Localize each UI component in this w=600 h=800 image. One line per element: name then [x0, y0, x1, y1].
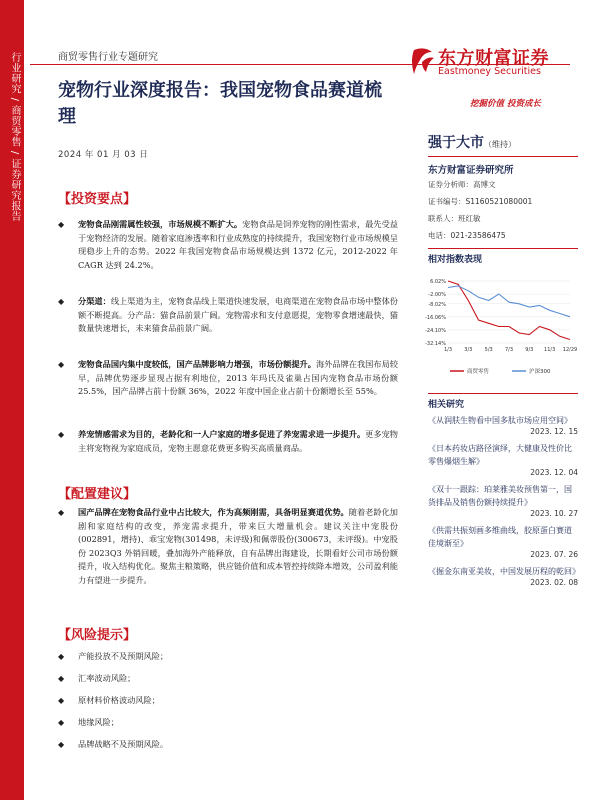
x-tick-label: 7/3 — [504, 347, 514, 353]
page-title: 宠物行业深度报告：我国宠物食品赛道梳理 — [58, 80, 382, 127]
section-invest-title: 【投资要点】 — [58, 192, 140, 207]
legend-label: 商贸零售 — [467, 369, 490, 375]
sidebar — [0, 0, 24, 800]
index-title: 相对指数表现 — [428, 255, 483, 265]
risk-item: ◆ 汇率波动风险； — [58, 672, 398, 694]
y-tick-label: -8.02% — [428, 301, 446, 308]
divider — [428, 248, 578, 249]
invest-point-1-bold: 宠物食品刚需属性较强，市场规模不断扩大。 — [78, 219, 243, 229]
bullet-icon: ◆ — [58, 220, 65, 229]
x-tick-label: 12/29 — [562, 347, 578, 353]
bullet-icon: ◆ — [58, 430, 65, 439]
section-invest — [58, 188, 398, 207]
research-item-title[interactable]: 《从润肤生物看中国多肽市场应用空间》 — [428, 416, 572, 425]
y-tick-label: 6.02% — [430, 279, 446, 285]
section-config — [58, 483, 398, 502]
risk-item: ◆ 原材料价格波动风险； — [58, 694, 398, 716]
x-tick-label: 11/3 — [544, 347, 556, 353]
invest-point-4-bold: 养宠情感需求为目的，老龄化和一人户家庭的增多促进了养宠需求进一步提升。 — [78, 429, 366, 439]
bullet-icon: ◆ — [58, 508, 65, 517]
doc-type: 商贸零售行业专题研究 — [58, 52, 158, 63]
sidebar-text: 行业研究 / 商贸零售 / 证券研究报告 — [9, 52, 20, 222]
risk-item: ◆ 地缘风险； — [58, 716, 398, 738]
bullet-icon: ◆ — [58, 740, 65, 749]
invest-point-4 — [58, 428, 398, 455]
section-risk-title: 【风险提示】 — [58, 628, 140, 643]
config-body: 随着老龄化加剧和家庭结构的改变，养宠需求提升，带来巨大增量机会。建议关注中宠股份(002891，增持)、乖宝宠物(301498，未评级)和佩蒂股份(300673，未评级)。中宠股份 2023Q3 外销回暖，叠加海外产能释放，自有品牌出海建设，长期看好公司市场份额提升，收入结构优化。聚焦主粮策略，供应链价值和成本管控持续降本增效，公司盈利能力有望进一步提升。 — [78, 507, 398, 585]
research-item-date: 2023. 02. 08 — [530, 578, 578, 587]
institute: 东方财富证券研究所 — [428, 165, 514, 176]
config-bold: 国产品牌在宠物食品行业中占比较大，作为高频刚需，具备明显赛道优势。 — [78, 507, 349, 517]
series-line-hs300 — [448, 286, 570, 317]
research-item-title[interactable]: 《双十一跟踪：珀莱雅美妆预售第一，国货排品及销售份额持续提升》 — [428, 485, 572, 507]
analyst-row: 证券分析师：高博文 — [428, 180, 496, 189]
invest-point-3 — [58, 358, 398, 399]
section-config-title: 【配置建议】 — [58, 487, 140, 502]
invest-point-2-text: 线上渠道为主，宠物食品线上渠道快速发展，电商渠道在宠物食品市场中整体份额不断提高。分产品：猫食品前景广阔。宠物需求和支付意愿提，宠物零食增速最快，猫数量快速增长，未来猫食品前景广阔。 — [78, 296, 398, 333]
logo-icon — [410, 46, 436, 76]
rating-note: （维持） — [484, 140, 516, 149]
y-tick-label: -32.14% — [425, 341, 446, 347]
risk-item: ◆ 品牌战略不及预期风险。 — [58, 738, 398, 760]
x-tick-label: 5/3 — [484, 347, 493, 353]
slogan: 挖掘价值 投资成长 — [470, 99, 541, 109]
logo-en: Eastmoney Securities — [438, 66, 541, 77]
invest-point-3-text: 海外品牌在我国布局较早，品牌优势逐步显现占据有利地位，2013 年玛氏及雀巢占国内宠物食品市场份额 25.5%，国产品牌占前十份额 36%，2022 年度中国企业占前十份额增长至 55%。 — [78, 359, 398, 396]
y-tick-label: -2.00% — [428, 292, 446, 299]
risk-item: ◆ 产能投放不及预期风险； — [58, 650, 398, 672]
invest-point-2-bold: 分渠道： — [78, 296, 111, 306]
x-tick-label: 1/3 — [443, 347, 453, 353]
divider — [428, 393, 578, 394]
contact-row: 联系人：班红敏 — [428, 214, 481, 223]
invest-point-4-text: 更多宠物主将宠物视为家庭成员，宠物主愿意花费更多购买高质量商品。 — [78, 429, 398, 453]
bullet-icon: ◆ — [58, 360, 65, 369]
research-item-date: 2023. 07. 26 — [530, 550, 578, 559]
bullet-icon: ◆ — [58, 297, 65, 306]
invest-point-3-bold: 宠物食品国内集中度较低，国产品牌影响力增强，市场份额提升。 — [78, 359, 316, 369]
bullet-icon: ◆ — [58, 652, 65, 661]
report-date: 2024 年 01 月 03 日 — [58, 150, 149, 160]
research-item-date: 2023. 12. 04 — [530, 468, 578, 477]
cert-row: 证书编号：S1160521080001 — [428, 197, 533, 206]
rating-value: 强于大市 — [428, 135, 484, 151]
research-list — [428, 414, 578, 593]
invest-point-1 — [58, 218, 398, 272]
research-item-title[interactable]: 《掘金东南亚美妆，中国发展历程的乾回》 — [428, 567, 580, 576]
bullet-icon: ◆ — [58, 696, 65, 705]
research-title: 相关研究 — [428, 400, 465, 410]
y-tick-label: -24.10% — [425, 327, 446, 334]
config-text — [58, 506, 398, 587]
bullet-icon: ◆ — [58, 718, 65, 727]
bullet-icon: ◆ — [58, 674, 65, 683]
rating — [428, 132, 578, 152]
research-item-title[interactable]: 《日本药妆店路径演绎，大健康及性价比零售爆烟生解》 — [428, 444, 572, 466]
x-tick-label: 9/3 — [525, 347, 534, 353]
legend-label: 沪深300 — [529, 369, 551, 375]
analyst-info — [428, 176, 578, 244]
risk-list — [58, 650, 398, 760]
logo — [410, 44, 570, 84]
relative-index-chart — [420, 275, 578, 387]
research-item-title[interactable]: 《供需共振刻画多维曲线，胶原蛋白赛道佳境渐至》 — [428, 526, 572, 548]
invest-point-2 — [58, 295, 398, 336]
y-tick-label: -16.06% — [425, 314, 446, 321]
research-item-date: 2023. 10. 27 — [530, 509, 578, 518]
x-tick-label: 3/3 — [464, 347, 473, 353]
divider — [428, 156, 578, 157]
section-risk — [58, 624, 398, 643]
phone-row: 电话：021-23586475 — [428, 231, 506, 240]
invest-point-1-text: 宠物食品是饲养宠物的刚性需求，最先受益于宠物经济的发展。随着家庭渗透率和行业成熟度的持续提升，我国宠物行业市场规模呈现稳步上升的态势。2022 年我国宠物食品市场规模达到 1372 亿元，2012-2022 年 CAGR 达到 24.2%。 — [78, 219, 398, 270]
research-item-date: 2023. 12. 15 — [530, 427, 578, 436]
logo-name: 东方财富证券 — [438, 48, 549, 69]
